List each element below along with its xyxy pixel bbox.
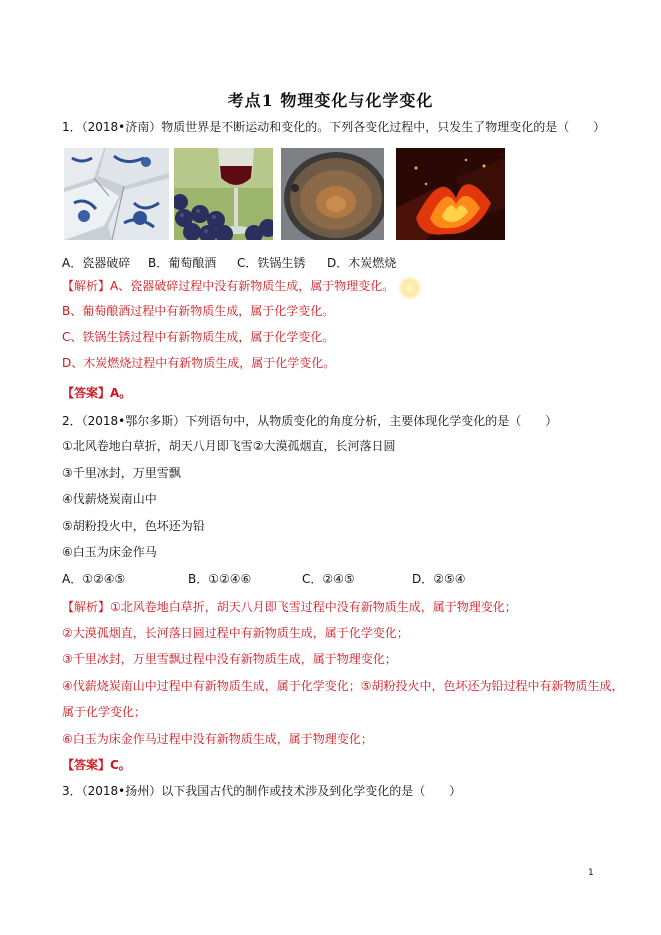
question-2-analysis-line: ④伐薪烧炭南山中过程中有新物质生成，属于化学变化；⑤胡粉投火中，色坏还为铅过程中有新物质生成， [62,679,624,693]
question-2-option-d: D．②⑤④ [412,572,466,586]
question-1-analysis-line: 【解析】A、瓷器破碎过程中没有新物质生成，属于物理变化。 [62,279,395,293]
lightbulb-watermark-icon [398,276,422,300]
question-2-option-a: A．①②④⑤ [62,572,126,586]
porcelain-shards-icon [64,148,169,240]
question-1-stem: 1．（2018•济南）物质世界是不断运动和变化的。下列各变化过程中，只发生了物理变化的是（ ） [62,120,606,134]
question-2-analysis-line: ②大漠孤烟直，长河落日圆过程中有新物质生成，属于化学变化； [62,626,409,640]
question-2-analysis-line: ③千里冰封，万里雪飘过程中没有新物质生成，属于物理变化； [62,652,397,666]
question-1-answer: 【答案】A。 [62,386,132,400]
question-1-analysis-line: B、葡萄酿酒过程中有新物质生成，属于化学变化。 [62,304,335,318]
grapes-wine-icon [174,148,273,240]
question-2-item: ⑥白玉为床金作马 [62,545,157,559]
question-2-item: ③千里冰封，万里雪飘 [62,466,181,480]
page-title: 考点1 物理变化与化学变化 [227,91,434,110]
question-1-analysis-line: D、木炭燃烧过程中有新物质生成，属于化学变化。 [62,356,336,370]
question-2-answer: 【答案】C。 [62,758,131,772]
question-1-option-c: C．铁锅生锈 [237,256,306,270]
question-2-option-b: B．①②④⑥ [188,572,252,586]
burning-charcoal-icon [396,148,505,240]
page-number: 1 [588,868,594,878]
question-1-option-d: D．木炭燃烧 [327,256,397,270]
question-2-option-c: C．②④⑤ [302,572,355,586]
question-1-option-b: B．葡萄酿酒 [148,256,217,270]
question-2-item: ⑤胡粉投火中，色坏还为铅 [62,519,205,533]
question-2-analysis-line: 属于化学变化； [62,705,147,719]
question-1-option-a: A．瓷器破碎 [62,256,131,270]
question-2-stem: 2．（2018•鄂尔多斯）下列语句中，从物质变化的角度分析，主要体现化学变化的是（ ） [62,414,558,428]
question-2-item: ④伐薪烧炭南山中 [62,492,157,506]
question-2-analysis-line: ⑥白玉为床金作马过程中没有新物质生成，属于物理变化； [62,732,373,746]
question-3-stem: 3．（2018•扬州）以下我国古代的制作或技术涉及到化学变化的是（ ） [62,784,462,798]
question-1-analysis-line: C、铁锅生锈过程中有新物质生成，属于化学变化。 [62,330,335,344]
question-2-item: ①北风卷地白草折，胡天八月即飞雪②大漠孤烟直，长河落日圆 [62,439,396,453]
question-2-analysis-line: 【解析】①北风卷地白草折，胡天八月即飞雪过程中没有新物质生成，属于物理变化； [62,600,517,614]
rusty-wok-icon [281,148,384,240]
